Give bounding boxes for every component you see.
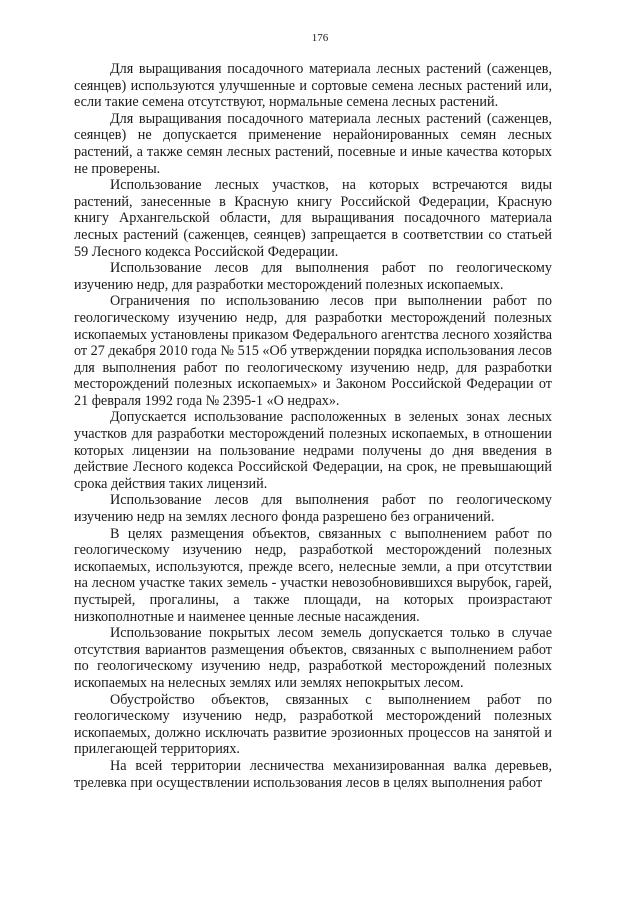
- page-number: 176: [311, 32, 329, 44]
- paragraph: Ограничения по использованию лесов при выполнении работ по геологическому изучению недр, для разработки месторождений полезных ископаемых установлены приказом Федерального агентства лесного хозяйства от 27 декабря 2010 года № 515 «Об утверждении порядка использования лесов для выполнения работ по геологическому изучению недр, для разработки месторождений полезных ископаемых» и Законом Российской Федерации от 21 февраля 1992 года № 2395-1 «О недрах».: [74, 293, 552, 409]
- body-text: [74, 61, 552, 791]
- paragraph: На всей территории лесничества механизированная валка деревьев, трелевка при осуществлении использования лесов в целях выполнения работ: [74, 757, 552, 791]
- paragraph: Использование лесов для выполнения работ по геологическому изучению недр на землях лесного фонда разрешено без ограничений.: [74, 492, 552, 526]
- paragraph: Для выращивания посадочного материала лесных растений (саженцев, сеянцев) используются улучшенные и сортовые семена лесных растений или, если такие семена отсутствуют, нормальные семена лесных растений.: [74, 61, 552, 111]
- paragraph: Использование лесов для выполнения работ по геологическому изучению недр, для разработки месторождений полезных ископаемых.: [74, 260, 552, 293]
- paragraph: Использование лесных участков, на которых встречаются виды растений, занесенные в Красную книгу Российской Федерации, Красную книгу Архангельской области, для выращивания посадочного материала лесных растений (саженцев, сеянцев) запрещается в соответствии со статьей 59 Лесного кодекса Российской Федерации.: [74, 177, 552, 260]
- paragraph: Для выращивания посадочного материала лесных растений (саженцев, сеянцев) не допускается применение нерайонированных семян лесных растений, а также семян лесных растений, посевные и иные качества которых не проверены.: [74, 110, 552, 177]
- paragraph: Обустройство объектов, связанных с выполнением работ по геологическому изучению недр, разработкой месторождений полезных ископаемых, должно исключать развитие эрозионных процессов на занятой и прилегающей территориях.: [74, 691, 552, 758]
- paragraph: Использование покрытых лесом земель допускается только в случае отсутствия вариантов размещения объектов, связанных с выполнением работ по геологическому изучению недр, разработкой месторождений полезных ископаемых на нелесных землях или землях непокрытых лесом.: [74, 625, 552, 691]
- paragraph: Допускается использование расположенных в зеленых зонах лесных участков для разработки месторождений полезных ископаемых, в отношении которых лицензии на пользование недрами получены до дня введения в действие Лесного кодекса Российской Федерации, на срок, не превышающий срока действия таких лицензий.: [74, 409, 552, 492]
- paragraph: В целях размещения объектов, связанных с выполнением работ по геологическому изучению недр, разработкой месторождений полезных ископаемых, используются, прежде всего, нелесные земли, а при отсутствии на лесном участке таких земель - участки невозобновившихся вырубок, гарей, пустырей, прогалины, а также площади, на которых произрастают низкополнотные и наименее ценные лесные насаждения.: [74, 525, 552, 625]
